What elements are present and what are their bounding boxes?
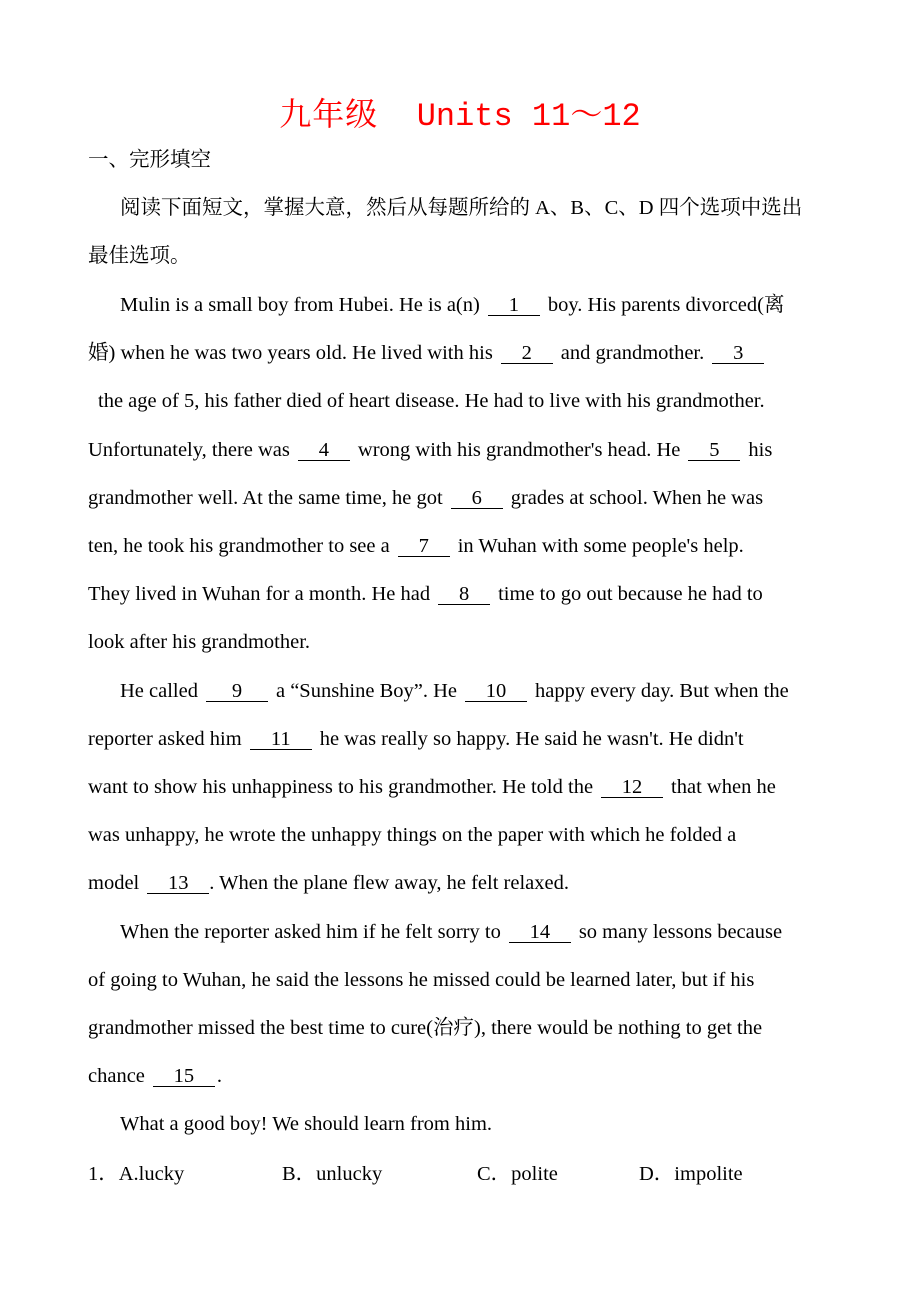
passage-line (88, 773, 776, 801)
text: . (216, 1065, 223, 1087)
passage-line: What a good boy! We should learn from him. (120, 1113, 493, 1135)
blank-9: 9 (206, 681, 268, 702)
blank-8: 8 (438, 584, 490, 605)
passage-line (88, 869, 569, 897)
text: grandmother well. At the same time, he got (88, 487, 443, 509)
text: When the reporter asked him if he felt sorry to (120, 921, 501, 943)
text: Unfortunately, there was (88, 439, 290, 461)
passage-line: was unhappy, he wrote the unhappy things on the paper with which he folded a (88, 824, 737, 846)
text: in Wuhan with some people's help. (457, 535, 744, 557)
passage-line (88, 725, 744, 753)
text: boy. His parents divorced(离 (547, 294, 785, 316)
title-en: Units 11～12 (416, 98, 641, 135)
blank-6: 6 (451, 488, 503, 509)
title-cn: 九年级 (279, 95, 379, 133)
blank-7: 7 (398, 536, 450, 557)
blank-1: 1 (488, 295, 540, 316)
blank-14: 14 (509, 922, 571, 943)
text: chance (88, 1065, 145, 1087)
text: He called (120, 680, 198, 702)
passage-line (88, 436, 772, 464)
blank-13: 13 (147, 873, 209, 894)
passage-line: look after his grandmother. (88, 631, 311, 653)
text: happy every day. But when the (535, 680, 789, 702)
instruction-line: 最佳选项。 (88, 245, 191, 267)
text: wrong with his grandmother's head. He (357, 439, 681, 461)
text: and grandmother. (560, 342, 705, 364)
passage-line (88, 532, 744, 560)
passage-line (88, 1062, 222, 1090)
text: grades at school. When he was (510, 487, 764, 509)
text: so many lessons because (578, 921, 783, 943)
passage-line (120, 918, 782, 946)
question-1-option-c: C．polite (477, 1163, 558, 1185)
text: . When the plane flew away, he felt relaxed. (209, 872, 569, 894)
text: time to go out because he had to (498, 583, 763, 605)
blank-12: 12 (601, 777, 663, 798)
passage-line: the age of 5, his father died of heart disease. He had to live with his grandmother. (98, 390, 765, 412)
text: that when he (671, 776, 776, 798)
question-1-option-a: 1．A.lucky (88, 1163, 185, 1185)
text: a “Sunshine Boy”. He (275, 680, 458, 702)
text: he was really so happy. He said he wasn't. He didn't (319, 728, 744, 750)
section-heading: 一、完形填空 (88, 149, 211, 171)
blank-3: 3 (712, 343, 764, 364)
text: 婚) when he was two years old. He lived with his (88, 342, 493, 364)
text: want to show his unhappiness to his grandmother. He told the (88, 776, 594, 798)
blank-11: 11 (250, 729, 312, 750)
text: They lived in Wuhan for a month. He had (88, 583, 431, 605)
instruction-line: 阅读下面短文，掌握大意，然后从每题所给的 A、B、C、D 四个选项中选出 (120, 197, 803, 219)
question-1-option-d: D．impolite (639, 1163, 743, 1185)
blank-4: 4 (298, 440, 350, 461)
passage-line (120, 291, 785, 319)
passage-line (88, 339, 772, 367)
passage-line (88, 484, 763, 512)
text: Mulin is a small boy from Hubei. He is a(n) (120, 294, 480, 316)
passage-line: of going to Wuhan, he said the lessons he missed could be learned later, but if his (88, 969, 755, 991)
text: his (748, 439, 773, 461)
question-1-option-b: B．unlucky (282, 1163, 383, 1185)
passage-line: grandmother missed the best time to cure(治疗), there would be nothing to get the (88, 1017, 763, 1039)
blank-5: 5 (688, 440, 740, 461)
text: model (88, 872, 140, 894)
blank-2: 2 (501, 343, 553, 364)
passage-line (88, 580, 763, 608)
passage-line (120, 677, 789, 705)
text: reporter asked him (88, 728, 242, 750)
blank-15: 15 (153, 1066, 215, 1087)
page-title (0, 92, 920, 139)
blank-10: 10 (465, 681, 527, 702)
text: ten, he took his grandmother to see a (88, 535, 390, 557)
